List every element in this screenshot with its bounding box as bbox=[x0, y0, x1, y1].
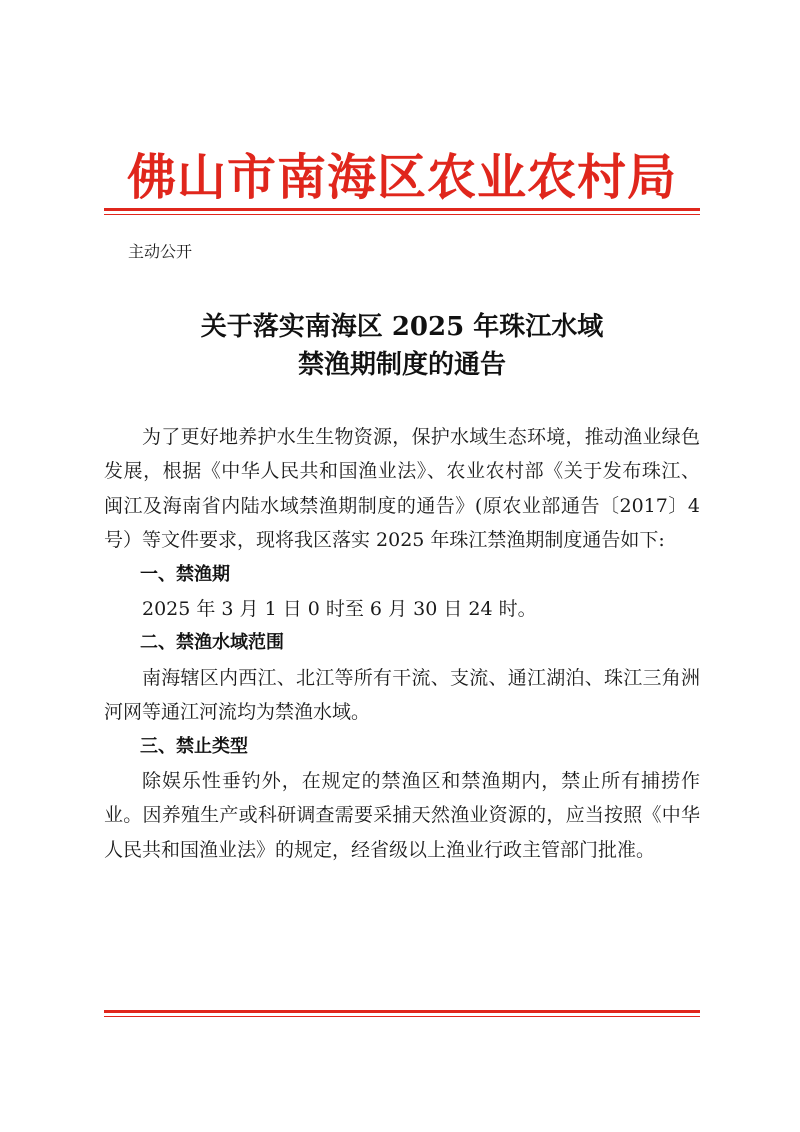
section-3-heading: 三、禁止类型 bbox=[140, 735, 248, 757]
footer-rule-thin bbox=[104, 1016, 700, 1017]
document-body bbox=[104, 420, 700, 867]
title-line-2: 禁渔期制度的通告 bbox=[297, 350, 506, 380]
document-title bbox=[104, 308, 700, 384]
section-2-text: 南海辖区内西江、北江等所有干流、支流、通江湖泊、珠江三角洲河网等通江河流均为禁渔水域。 bbox=[104, 666, 700, 724]
title-line-1: 关于落实南海区 2025 年珠江水域 bbox=[200, 312, 604, 342]
masthead-rule-thin bbox=[104, 214, 700, 215]
footer-rule-thick bbox=[104, 1010, 700, 1013]
section-1-text: 2025 年 3 月 1 日 0 时至 6 月 30 日 24 时。 bbox=[142, 598, 537, 621]
agency-masthead: 佛山市南海区农业农村局 bbox=[126, 148, 677, 206]
section-1-heading: 一、禁渔期 bbox=[140, 563, 230, 585]
intro-paragraph: 为了更好地养护水生生物资源，保护水域生态环境，推动渔业绿色发展，根据《中华人民共和国渔业法》、农业农村部《关于发布珠江、闽江及海南省内陆水域禁渔期制度的通告》(原农业部通告〔2017〕4 号）等文件要求，现将我区落实 2025 年珠江禁渔期制度通告如下: bbox=[104, 426, 700, 552]
section-2-heading: 二、禁渔水域范围 bbox=[140, 632, 284, 654]
disclosure-label: 主动公开 bbox=[128, 242, 193, 261]
section-3-text: 除娱乐性垂钓外，在规定的禁渔区和禁渔期内，禁止所有捕捞作业。因养殖生产或科研调查需要采捕天然渔业资源的，应当按照《中华人民共和国渔业法》的规定，经省级以上渔业行政主管部门批准。 bbox=[104, 770, 700, 861]
masthead-rule-thick bbox=[104, 208, 700, 211]
